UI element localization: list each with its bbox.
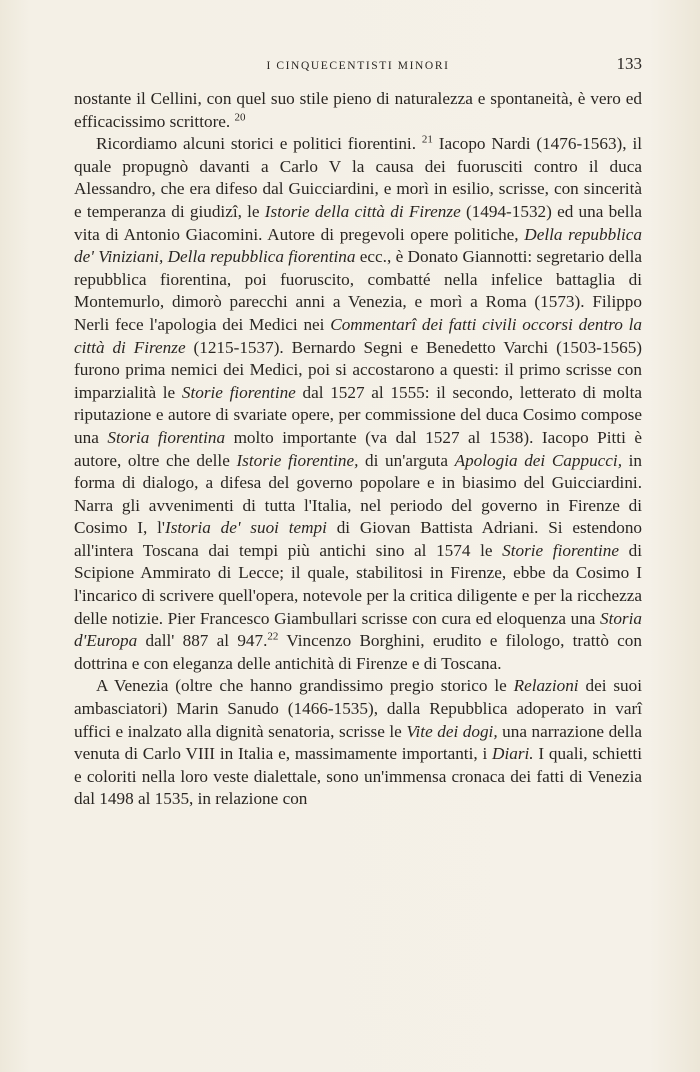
italic-title: Vite dei dogi, [406, 721, 498, 741]
text-run: (1494-1532) ed una bella vita di Antonio Giacomini. Autore di pregevoli opere politiche, [74, 201, 642, 244]
italic-title: Istorie fiorentine, [236, 450, 359, 470]
text-run: dall' 887 al 947. [137, 631, 268, 651]
page-number: 133 [616, 54, 642, 73]
page-header [74, 54, 642, 76]
text-run: di Scipione Ammirato di Lecce; il quale, stabilitosi in Firenze, ebbe da Cosimo I l'incarico di scrivere quell'opera, notevole per la critica diligente e per la ricchezza delle notizie. Pier Francesco Giambullari scrisse con cura ed eloquenza una [74, 540, 642, 628]
text-run: una narrazione della venuta di Carlo VIII in Italia e, massimamente importanti, i [74, 721, 642, 764]
italic-title: Commentarî dei fatti civili occorsi dentro la città di Firenze [74, 314, 642, 357]
italic-title: Diari. [492, 744, 534, 764]
paragraph-1 [74, 88, 642, 133]
text-run: A Venezia (oltre che hanno grandissimo pregio storico le [96, 676, 514, 696]
footnote-ref-20: 20 [234, 110, 246, 123]
paragraph-3 [74, 675, 642, 811]
italic-title: Storie fiorentine [502, 540, 619, 560]
text-run: dal 1527 al 1555: il secondo, letterato di molta riputazione e autore di svariate opere, per commissione del duca Cosimo compose una [74, 382, 642, 447]
text-run: di un'arguta [358, 450, 455, 470]
text-run: molto importante (va dal 1527 al 1538). Iacopo Pitti è autore, oltre che delle [74, 427, 642, 470]
text-run: nostante il Cellini, con quel suo stile pieno di naturalezza e spontaneità, è vero ed efficacissimo scrittore. [74, 89, 642, 131]
text-run: ecc., è Donato Giannotti: segretario della repubblica fiorentina, poi fuoruscito, combatté nella infelice battaglia di Montemurlo, dimorò parecchi anni a Venezia, e morì a Roma (1573). Filippo Nerli fece l'apologia dei Medici nei [74, 247, 642, 334]
italic-title: Istorie della città di Firenze [264, 201, 461, 221]
text-run: dei suoi ambasciatori) Marin Sanudo (1466-1535), dalla Repubblica adoperato in varî uffici e inalzato alla dignità senatoria, scrisse le [74, 676, 643, 741]
footnote-ref-22: 22 [267, 630, 279, 643]
text-run: (1215-1537). Bernardo Segni e Benedetto Varchi (1503-1565) furono prima nemici dei Medici, poi si accostarono a questi: il primo scrisse con imparzialità le [74, 337, 643, 402]
italic-title: Istoria de' suoi tempi [164, 518, 327, 538]
italic-title: Storia d'Europa [74, 608, 642, 651]
footnote-ref-21: 21 [421, 133, 433, 146]
paragraph-2 [74, 133, 642, 675]
text-run: I quali, schietti e coloriti nella loro veste dialettale, sono un'immensa cronaca dei fatti di Venezia dal 1498 al 1535, in relazione con [74, 744, 642, 809]
italic-title: Della repubblica de' Viniziani, Della repubblica fiorentina [74, 224, 642, 267]
text-run: in forma di dialogo, a difesa del governo popolare e in biasimo del Guicciardini. Narra gli avvenimenti di tutta l'Italia, nel periodo del governo in Firenze di Cosimo I, l' [74, 450, 642, 538]
text-run: Vincenzo Borghini, erudito e filologo, trattò con dottrina e con eleganza delle antichità di Firenze e di Toscana. [74, 631, 642, 673]
italic-title: Relazioni [513, 676, 579, 696]
running-title: I CINQUECENTISTI MINORI [266, 60, 450, 72]
italic-title: Apologia dei Cappucci, [454, 450, 622, 470]
text-run: di Giovan Battista Adriani. Si estendono all'intera Toscana dai tempi più antichi sino al 1574 le [74, 518, 643, 560]
text-run: Iacopo Nardi (1476-1563), il quale propugnò davanti a Carlo V la causa dei fuorusciti contro il duca Alessandro, che era difeso dal Guicciardini, e morì in esilio, scrisse, con sincerità e temperanza di giudizî, le [74, 134, 642, 221]
body-text [74, 88, 642, 811]
italic-title: Storia fiorentina [107, 427, 226, 447]
italic-title: Storie fiorentine [181, 382, 296, 402]
text-run: Ricordiamo alcuni storici e politici fiorentini. [96, 134, 416, 154]
